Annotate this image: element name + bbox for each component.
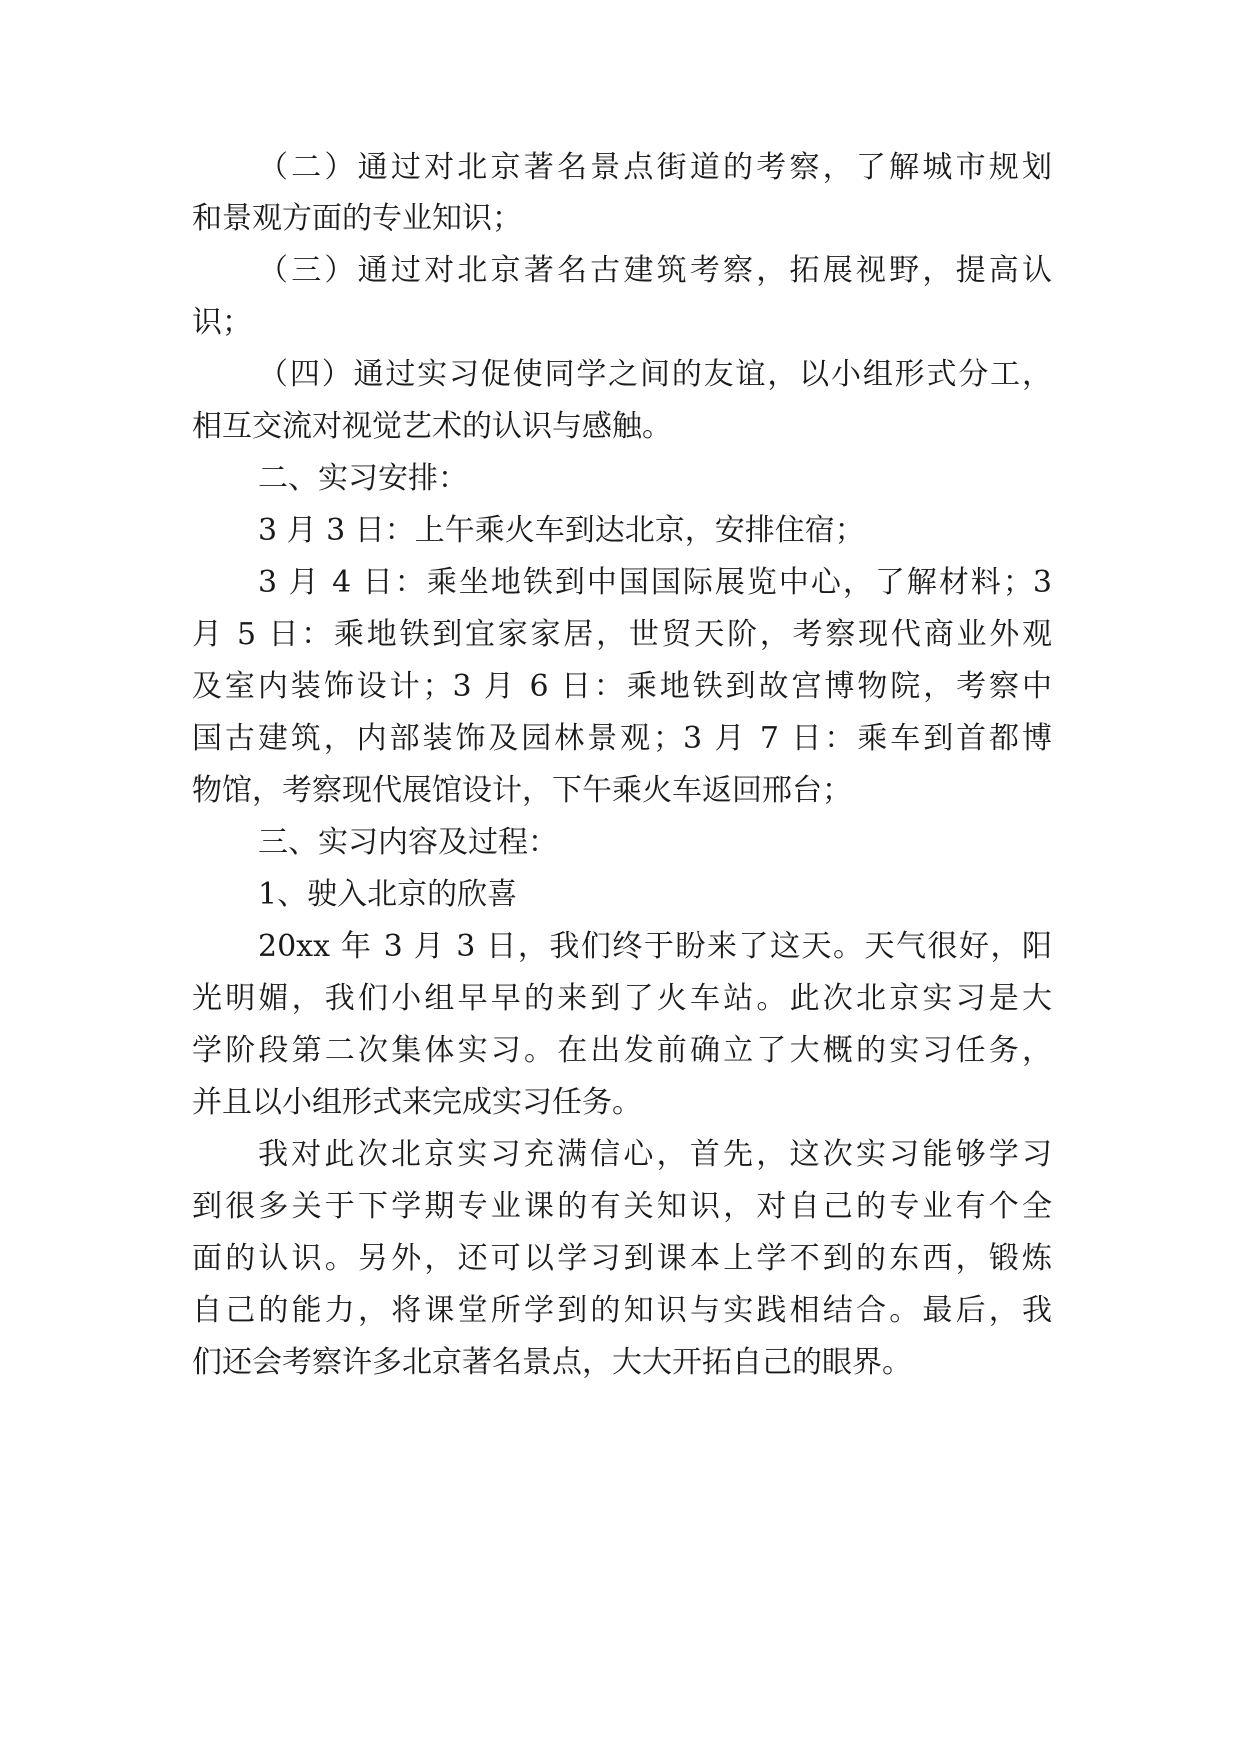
text-line: 和景观方面的专业知识； xyxy=(192,201,522,236)
text-line: 3 月 3 日：上午乘火车到达北京，安排住宿； xyxy=(258,513,865,548)
text-line: 到很多关于下学期专业课的有关知识，对自己的专业有个全 xyxy=(192,1189,1052,1224)
text-line: 3 月 4 日：乘坐地铁到中国国际展览中心，了解材料；3 xyxy=(258,565,1052,600)
text-line: 物馆，考察现代展馆设计，下午乘火车返回邢台； xyxy=(192,773,852,808)
text-line: （四）通过实习促使同学之间的友谊，以小组形式分工， xyxy=(258,357,1052,392)
text-line: 们还会考察许多北京著名景点，大大开拓自己的眼界。 xyxy=(192,1345,912,1380)
text-line: 自己的能力，将课堂所学到的知识与实践相结合。最后，我 xyxy=(192,1293,1052,1328)
text-line: 学阶段第二次集体实习。在出发前确立了大概的实习任务， xyxy=(192,1033,1052,1068)
subsection-heading: 1、驶入北京的欣喜 xyxy=(258,877,518,912)
text-line: 面的认识。另外，还可以学习到课本上学不到的东西，锻炼 xyxy=(192,1241,1052,1276)
text-line: 光明媚，我们小组早早的来到了火车站。此次北京实习是大 xyxy=(192,981,1052,1016)
text-line: 我对此次北京实习充满信心，首先，这次实习能够学习 xyxy=(258,1137,1052,1172)
section-heading: 二、实习安排： xyxy=(258,461,468,496)
text-line: 并且以小组形式来完成实习任务。 xyxy=(192,1085,642,1120)
text-line: 及室内装饰设计；3 月 6 日：乘地铁到故宫博物院，考察中 xyxy=(192,669,1052,704)
text-line: （二）通过对北京著名景点街道的考察，了解城市规划 xyxy=(258,150,1052,185)
text-line: 相互交流对视觉艺术的认识与感触。 xyxy=(192,409,672,444)
text-line: 20xx 年 3 月 3 日，我们终于盼来了这天。天气很好，阳 xyxy=(258,929,1052,964)
section-heading: 三、实习内容及过程： xyxy=(258,825,558,860)
text-line: （三）通过对北京著名古建筑考察，拓展视野，提高认 xyxy=(258,253,1052,288)
text-line: 识； xyxy=(192,305,252,340)
text-line: 国古建筑，内部装饰及园林景观；3 月 7 日：乘车到首都博 xyxy=(192,721,1052,756)
text-line: 月 5 日：乘地铁到宜家家居，世贸天阶，考察现代商业外观 xyxy=(192,617,1052,652)
